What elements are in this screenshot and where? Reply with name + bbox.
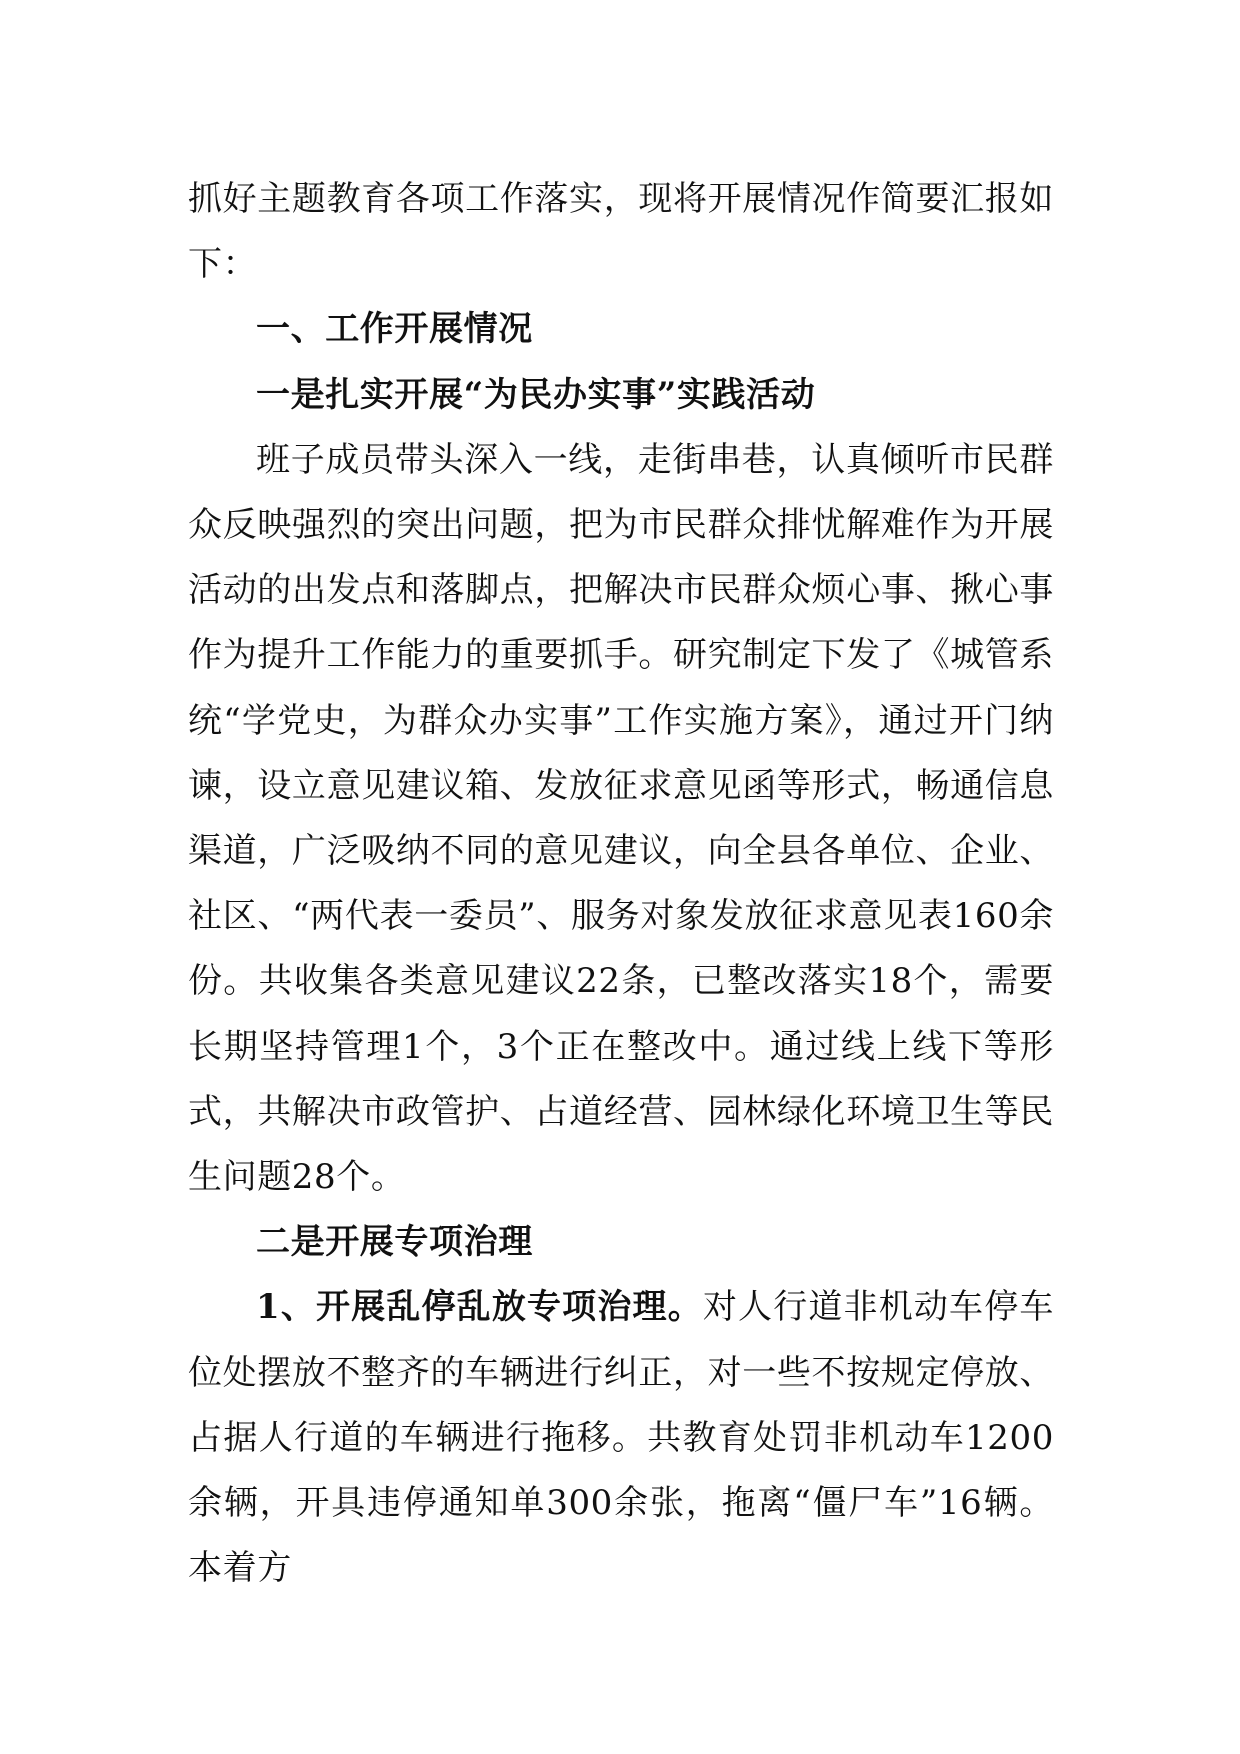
section-heading: 一、工作开展情况 bbox=[256, 309, 533, 350]
item-1-paragraph bbox=[188, 1275, 1054, 1601]
item-1-lead: 1、开展乱停乱放专项治理。 bbox=[256, 1287, 703, 1328]
subsection-heading-1: 一是扎实开展“为民办实事”实践活动 bbox=[256, 374, 816, 415]
subsection-1-paragraph: 班子成员带头深入一线，走街串巷，认真倾听市民群众反映强烈的突出问题，把为市民群众排忧解难作为开展活动的出发点和落脚点，把解决市民群众烦心事、揪心事作为提升工作能力的重要抓手。研究制定下发了《城管系统“学党史，为群众办实事”工作实施方案》，通过开门纳谏，设立意见建议箱、发放征求意见函等形式，畅通信息渠道，广泛吸纳不同的意见建议，向全县各单位、企业、社区、“两代表一委员”、服务对象发放征求意见表160余份。共收集各类意见建议22条，已整改落实18个，需要长期坚持管理1个，3个正在整改中。通过线上线下等形式，共解决市政管护、占道经营、园林绿化环境卫生等民生问题28个。 bbox=[188, 439, 1054, 1198]
intro-paragraph: 抓好主题教育各项工作落实，现将开展情况作简要汇报如下： bbox=[188, 179, 1054, 285]
document-body bbox=[188, 167, 1054, 1601]
subsection-heading-2: 二是开展专项治理 bbox=[256, 1222, 533, 1263]
item-1-body: 对人行道非机动车停车位处摆放不整齐的车辆进行纠正，对一些不按规定停放、占据人行道的车辆进行拖移。共教育处罚非机动车1200余辆，开具违停通知单300余张，拖离“僵尸车”16辆。本着方 bbox=[188, 1287, 1055, 1589]
